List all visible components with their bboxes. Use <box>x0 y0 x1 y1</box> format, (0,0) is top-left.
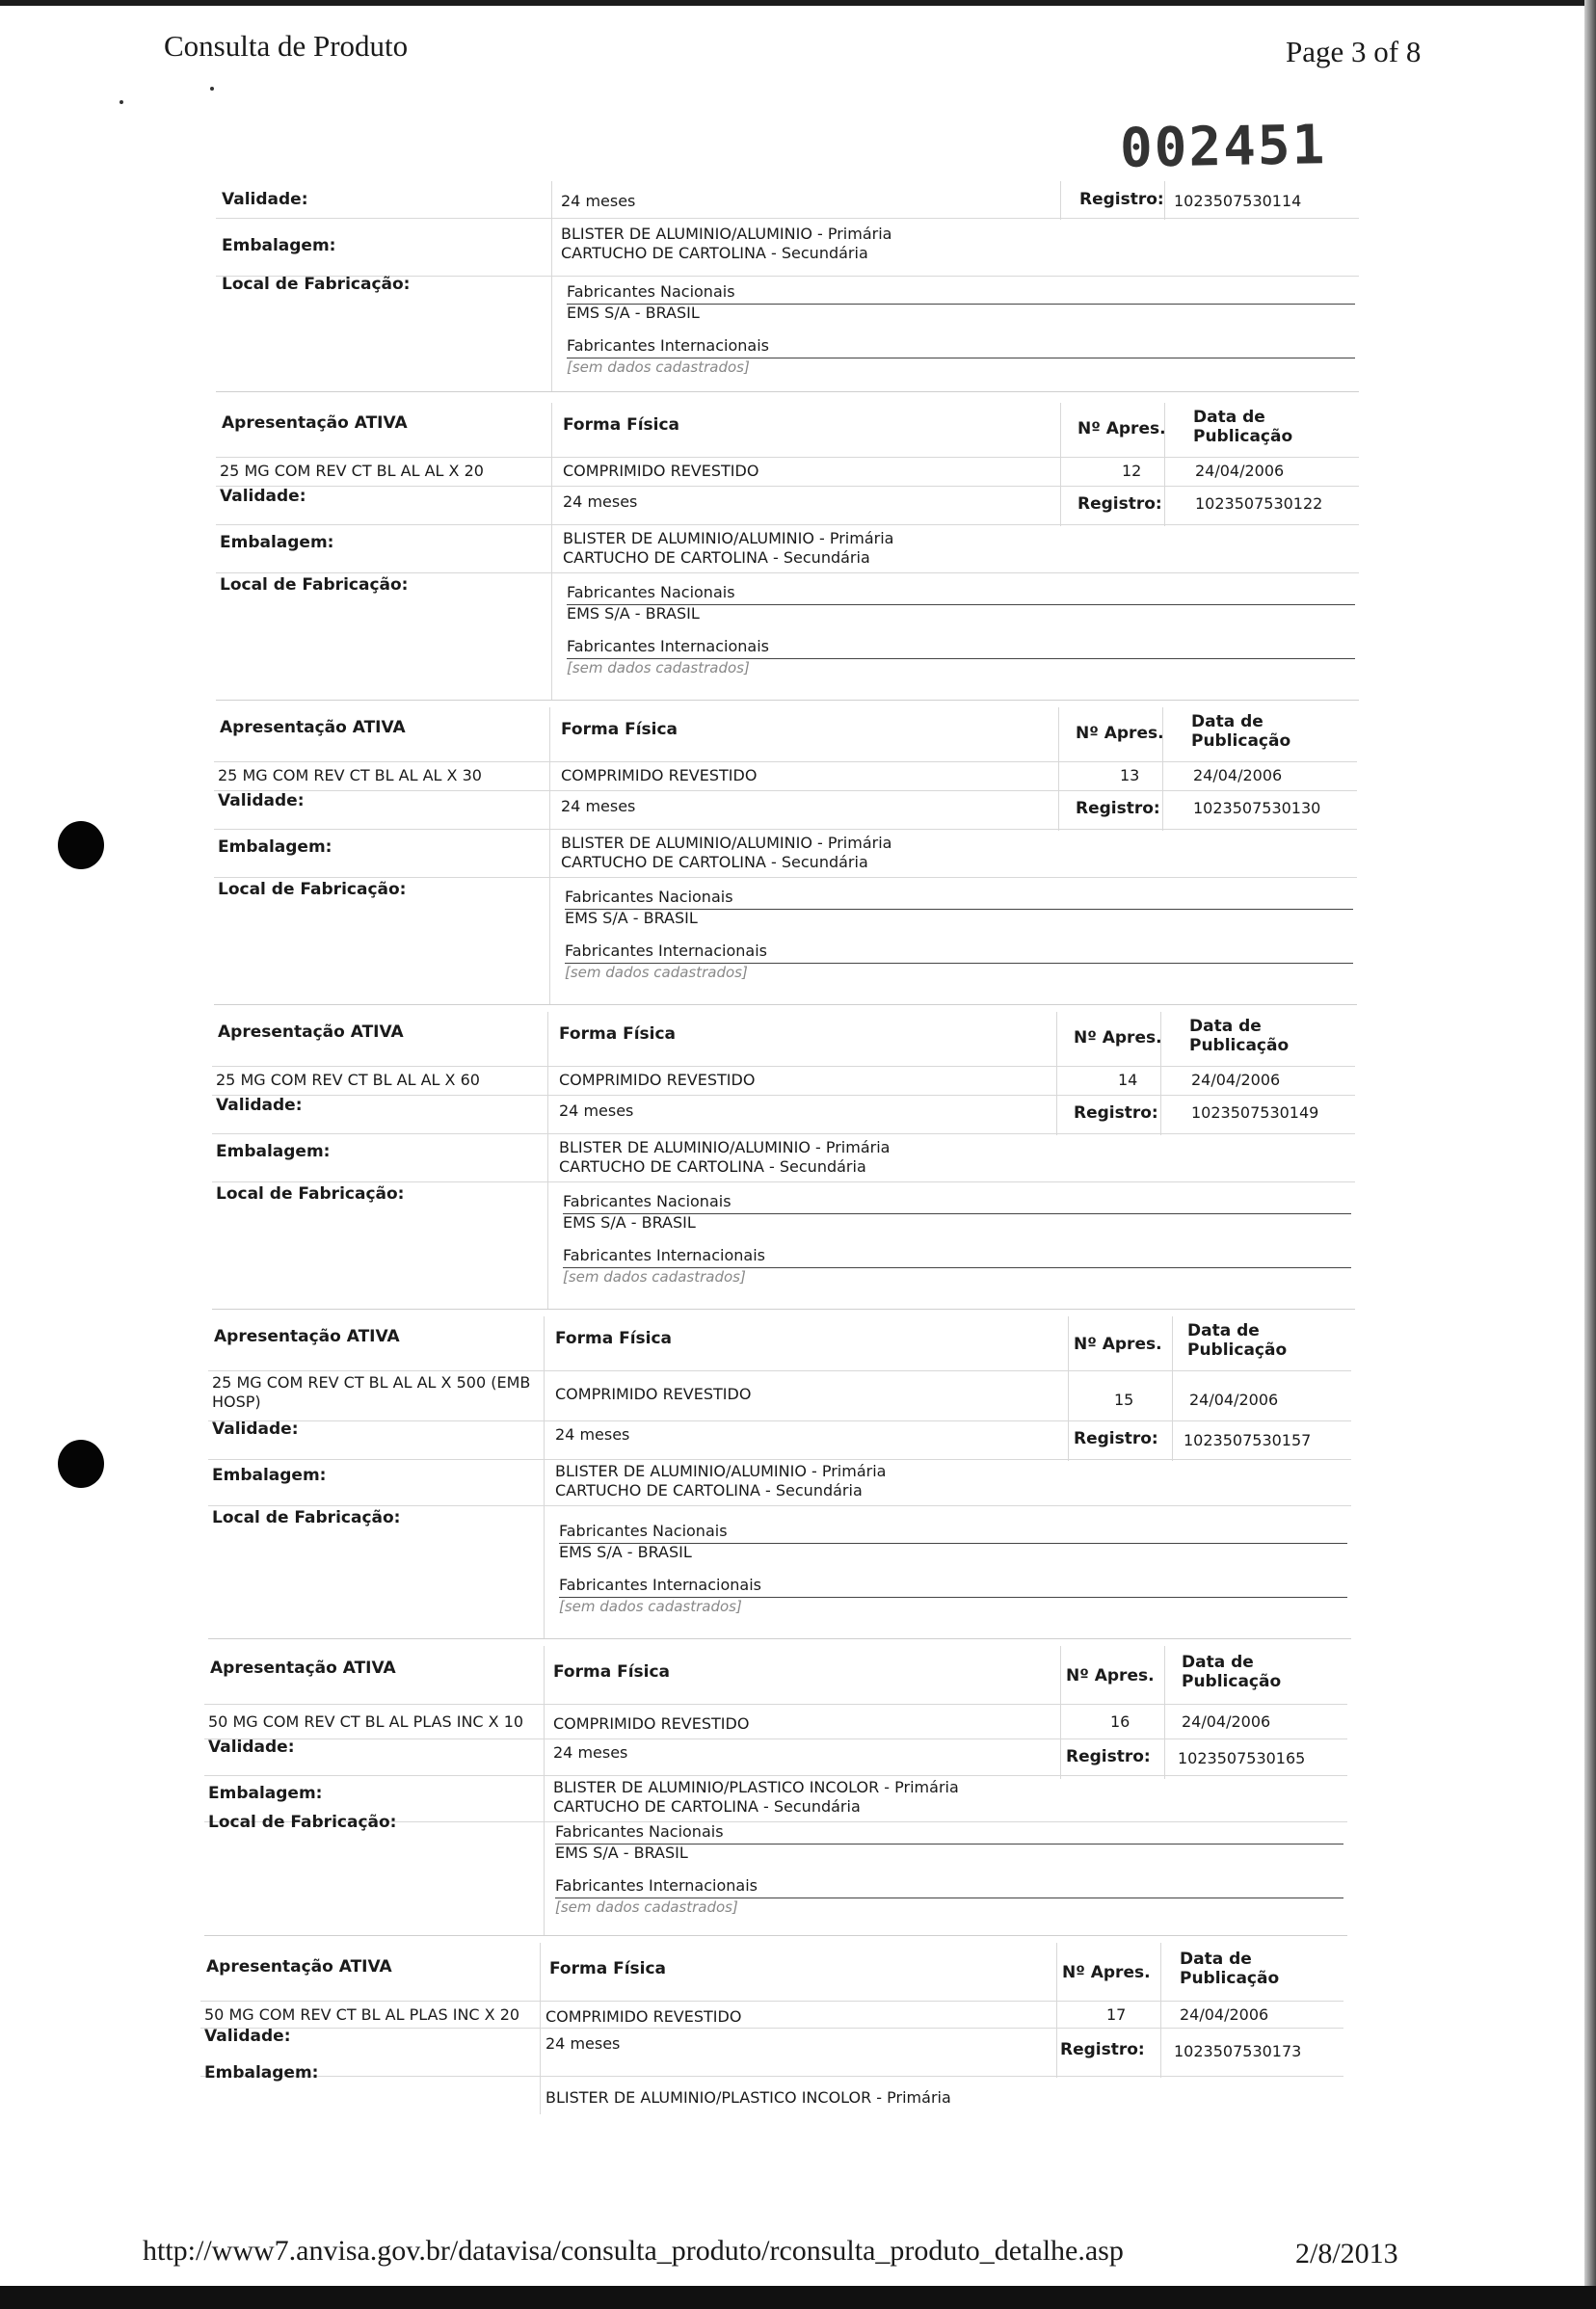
registro-value: 1023507530149 <box>1191 1103 1319 1122</box>
forma-header: Forma Física <box>553 1662 671 1682</box>
footer-url: http://www7.anvisa.gov.br/datavisa/consulta_produto/rconsulta_produto_detalhe.asp <box>143 2235 1124 2267</box>
forma-header: Forma Física <box>563 415 680 435</box>
scan-edge-bottom <box>0 2286 1596 2309</box>
napres-header: Nº Apres. <box>1066 1666 1155 1685</box>
apresentacao-header: Apresentação ATIVA <box>210 1659 396 1678</box>
scan-speck <box>210 87 214 91</box>
embalagem-primaria: BLISTER DE ALUMINIO/ALUMINIO - Primária <box>563 529 894 547</box>
fab-internacionais-heading: Fabricantes Internacionais <box>559 1576 761 1594</box>
registro-value: 1023507530157 <box>1184 1431 1312 1449</box>
apresentacao-value: 25 MG COM REV CT BL AL AL X 30 <box>218 766 482 784</box>
data-value: 24/04/2006 <box>1191 1071 1281 1089</box>
fab-nacional-value: EMS S/A - BRASIL <box>567 304 700 322</box>
registro-label: Registro: <box>1060 2040 1145 2059</box>
napres-header: Nº Apres. <box>1077 419 1166 438</box>
validade-value: 24 meses <box>563 492 638 511</box>
fab-internacional-nodata: [sem dados cadastrados] <box>567 358 750 376</box>
apresentacao-header: Apresentação ATIVA <box>222 413 408 433</box>
validade-label: Validade: <box>212 1420 299 1439</box>
fab-internacionais-heading: Fabricantes Internacionais <box>565 942 767 960</box>
local-label: Local de Fabricação: <box>216 1184 405 1204</box>
fab-nacionais-heading: Fabricantes Nacionais <box>563 1192 732 1210</box>
validade-value: 24 meses <box>559 1101 634 1120</box>
scan-edge-top <box>0 0 1596 6</box>
record-block <box>208 1316 1351 1639</box>
page-counter: Page 3 of 8 <box>1286 35 1422 68</box>
forma-header: Forma Física <box>561 720 678 739</box>
record-block <box>204 1646 1347 1936</box>
validade-label: Validade: <box>208 1738 295 1757</box>
registro-label: Registro: <box>1079 190 1164 209</box>
apresentacao-value: 25 MG COM REV CT BL AL AL X 60 <box>216 1071 480 1089</box>
data-header: Data de <box>1189 1017 1262 1036</box>
napres-value: 14 <box>1118 1071 1138 1089</box>
document-stamp-number: 002451 <box>1119 114 1327 180</box>
napres-header: Nº Apres. <box>1062 1963 1151 1982</box>
data-value: 24/04/2006 <box>1195 462 1285 480</box>
apresentacao-value: 50 MG COM REV CT BL AL PLAS INC X 20 <box>204 2005 520 2024</box>
fab-nacionais-heading: Fabricantes Nacionais <box>555 1822 724 1841</box>
data-header: Data de <box>1180 1950 1252 1969</box>
fab-nacionais-heading: Fabricantes Nacionais <box>559 1522 728 1540</box>
forma-value: COMPRIMIDO REVESTIDO <box>561 766 758 784</box>
embalagem-label: Embalagem: <box>204 2063 319 2083</box>
napres-value: 13 <box>1120 766 1140 784</box>
fab-nacional-value: EMS S/A - BRASIL <box>559 1543 692 1561</box>
publicacao-header: Publicação <box>1189 1036 1290 1055</box>
local-label: Local de Fabricação: <box>222 275 411 294</box>
napres-header: Nº Apres. <box>1076 724 1164 743</box>
record-block <box>200 1943 1343 2114</box>
publicacao-header: Publicação <box>1182 1672 1282 1691</box>
publicacao-header: Publicação <box>1180 1969 1280 1988</box>
apresentacao-value: 25 MG COM REV CT BL AL AL X 20 <box>220 462 484 480</box>
embalagem-primaria: BLISTER DE ALUMINIO/ALUMINIO - Primária <box>561 225 892 243</box>
napres-value: 15 <box>1114 1391 1134 1409</box>
validade-label: Validade: <box>220 487 306 506</box>
napres-value: 17 <box>1106 2005 1127 2024</box>
registro-label: Registro: <box>1074 1103 1158 1123</box>
registro-label: Registro: <box>1077 494 1162 514</box>
fab-nacional-value: EMS S/A - BRASIL <box>555 1844 688 1862</box>
validade-label: Validade: <box>222 190 308 209</box>
embalagem-label: Embalagem: <box>220 533 334 552</box>
publicacao-header: Publicação <box>1191 731 1291 751</box>
embalagem-secundaria: CARTUCHO DE CARTOLINA - Secundária <box>559 1157 866 1176</box>
validade-value: 24 meses <box>545 2034 621 2053</box>
data-value: 24/04/2006 <box>1180 2005 1269 2024</box>
registro-label: Registro: <box>1076 799 1160 818</box>
scan-edge-right <box>1584 0 1596 2309</box>
validade-label: Validade: <box>204 2027 291 2046</box>
fab-internacionais-heading: Fabricantes Internacionais <box>555 1876 758 1895</box>
forma-value: COMPRIMIDO REVESTIDO <box>545 2007 742 2026</box>
data-header: Data de <box>1187 1321 1260 1340</box>
embalagem-secundaria: CARTUCHO DE CARTOLINA - Secundária <box>563 548 870 567</box>
registro-value: 1023507530122 <box>1195 494 1323 513</box>
registro-value: 1023507530165 <box>1178 1749 1306 1767</box>
embalagem-label: Embalagem: <box>212 1466 327 1485</box>
data-header: Data de <box>1182 1653 1254 1672</box>
validade-value: 24 meses <box>555 1425 630 1444</box>
registro-label: Registro: <box>1066 1747 1151 1766</box>
punch-hole-upper <box>58 821 104 869</box>
registro-value: 1023507530114 <box>1174 192 1302 210</box>
fab-internacionais-heading: Fabricantes Internacionais <box>567 336 769 355</box>
validade-value: 24 meses <box>561 797 636 815</box>
napres-value: 16 <box>1110 1712 1130 1731</box>
validade-label: Validade: <box>218 791 305 810</box>
forma-value: COMPRIMIDO REVESTIDO <box>555 1385 752 1403</box>
fab-nacionais-heading: Fabricantes Nacionais <box>567 282 735 301</box>
embalagem-primaria: BLISTER DE ALUMINIO/ALUMINIO - Primária <box>561 834 892 852</box>
local-label: Local de Fabricação: <box>218 880 407 899</box>
embalagem-primaria: BLISTER DE ALUMINIO/PLASTICO INCOLOR - Primária <box>545 2088 951 2107</box>
forma-value: COMPRIMIDO REVESTIDO <box>559 1071 756 1089</box>
napres-value: 12 <box>1122 462 1142 480</box>
fab-nacional-value: EMS S/A - BRASIL <box>563 1213 696 1232</box>
forma-value: COMPRIMIDO REVESTIDO <box>553 1714 750 1733</box>
fab-nacionais-heading: Fabricantes Nacionais <box>567 583 735 601</box>
registro-value: 1023507530173 <box>1174 2042 1302 2060</box>
embalagem-secundaria: CARTUCHO DE CARTOLINA - Secundária <box>553 1797 861 1816</box>
registro-value: 1023507530130 <box>1193 799 1321 817</box>
local-label: Local de Fabricação: <box>220 575 409 595</box>
forma-header: Forma Física <box>549 1959 667 1978</box>
forma-value: COMPRIMIDO REVESTIDO <box>563 462 759 480</box>
fab-internacional-nodata: [sem dados cadastrados] <box>565 964 748 981</box>
fab-nacional-value: EMS S/A - BRASIL <box>567 604 700 623</box>
fab-internacionais-heading: Fabricantes Internacionais <box>567 637 769 655</box>
embalagem-secundaria: CARTUCHO DE CARTOLINA - Secundária <box>561 853 868 871</box>
embalagem-primaria: BLISTER DE ALUMINIO/ALUMINIO - Primária <box>559 1138 891 1156</box>
fab-internacional-nodata: [sem dados cadastrados] <box>563 1268 746 1286</box>
embalagem-primaria: BLISTER DE ALUMINIO/ALUMINIO - Primária <box>555 1462 887 1480</box>
forma-header: Forma Física <box>555 1329 673 1348</box>
embalagem-secundaria: CARTUCHO DE CARTOLINA - Secundária <box>561 244 868 262</box>
embalagem-primaria: BLISTER DE ALUMINIO/PLASTICO INCOLOR - Primária <box>553 1778 959 1796</box>
forma-header: Forma Física <box>559 1024 677 1044</box>
embalagem-secundaria: CARTUCHO DE CARTOLINA - Secundária <box>555 1481 863 1500</box>
record-block <box>214 707 1357 1005</box>
record-block-continued <box>216 181 1359 392</box>
fab-internacional-nodata: [sem dados cadastrados] <box>567 659 750 677</box>
local-label: Local de Fabricação: <box>212 1508 401 1527</box>
apresentacao-header: Apresentação ATIVA <box>218 1022 404 1042</box>
fab-internacionais-heading: Fabricantes Internacionais <box>563 1246 765 1264</box>
local-label: Local de Fabricação: <box>208 1813 397 1832</box>
apresentacao-header: Apresentação ATIVA <box>214 1327 400 1346</box>
fab-internacional-nodata: [sem dados cadastrados] <box>555 1898 738 1916</box>
data-value: 24/04/2006 <box>1189 1391 1279 1409</box>
apresentacao-value: 50 MG COM REV CT BL AL PLAS INC X 10 <box>208 1712 524 1731</box>
embalagem-label: Embalagem: <box>222 236 336 255</box>
registro-label: Registro: <box>1074 1429 1158 1448</box>
record-block <box>216 403 1359 701</box>
record-block <box>212 1012 1355 1310</box>
apresentacao-value: 25 MG COM REV CT BL AL AL X 500 (EMB <box>212 1373 531 1392</box>
fab-nacionais-heading: Fabricantes Nacionais <box>565 888 733 906</box>
embalagem-label: Embalagem: <box>216 1142 331 1161</box>
scan-speck <box>120 100 123 104</box>
punch-hole-lower <box>58 1440 104 1488</box>
embalagem-label: Embalagem: <box>208 1784 323 1803</box>
apresentacao-value-cont: HOSP) <box>212 1393 261 1411</box>
data-value: 24/04/2006 <box>1182 1712 1271 1731</box>
napres-header: Nº Apres. <box>1074 1335 1162 1354</box>
publicacao-header: Publicação <box>1187 1340 1288 1360</box>
data-header: Data de <box>1193 408 1265 427</box>
apresentacao-header: Apresentação ATIVA <box>220 718 406 737</box>
embalagem-label: Embalagem: <box>218 837 332 857</box>
validade-label: Validade: <box>216 1096 303 1115</box>
apresentacao-header: Apresentação ATIVA <box>206 1957 392 1977</box>
page-title: Consulta de Produto <box>164 29 409 63</box>
validade-value: 24 meses <box>553 1743 628 1762</box>
data-header: Data de <box>1191 712 1264 731</box>
publicacao-header: Publicação <box>1193 427 1293 446</box>
validade-value: 24 meses <box>561 192 636 210</box>
fab-nacional-value: EMS S/A - BRASIL <box>565 909 698 927</box>
napres-header: Nº Apres. <box>1074 1028 1162 1048</box>
data-value: 24/04/2006 <box>1193 766 1283 784</box>
fab-internacional-nodata: [sem dados cadastrados] <box>559 1598 742 1615</box>
footer-date: 2/8/2013 <box>1295 2238 1398 2269</box>
